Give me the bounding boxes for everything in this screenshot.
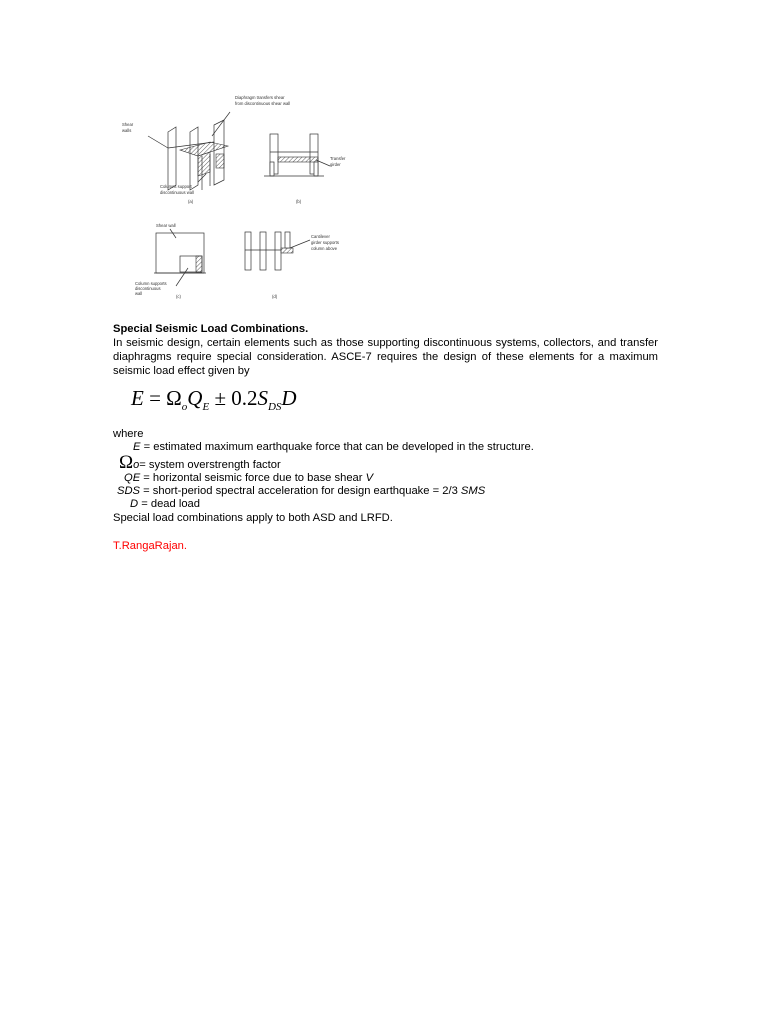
diagram-a [122,95,290,204]
structural-diagram-figure [110,90,372,305]
label-cantilever-3: column above [311,246,338,251]
label-shear-walls-1: Shear [122,122,134,127]
def-d-symbol: D [130,498,139,511]
closing-sentence: Special load combinations apply to both ASD and LRFD. [113,512,393,525]
label-transfer-girder-1: Transfer [330,156,346,161]
def-qe-symbol: QE [124,472,141,485]
def-qe [113,472,658,485]
label-sub-a: (a) [188,199,194,204]
def-omega [113,452,658,474]
label-column-supports-3: wall [135,291,143,296]
eq-d: D [281,386,297,410]
def-omega-text: = system overstrength factor [139,459,281,472]
label-transfer-girder-2: girder [330,162,341,167]
def-omega-symbol: Ω [119,452,134,474]
label-sub-c: (c) [176,294,181,299]
label-sub-b: (b) [296,199,302,204]
label-column-supports-1: Column supports [135,281,167,286]
author-signature: T.RangaRajan. [113,540,188,553]
label-sub-d: (d) [272,294,278,299]
intro-paragraph: In seismic design, certain elements such as those supporting discontinuous systems, collectors, and transfer diaphragms require special consideration. ASCE-7 requires the design of these elements for a maximum seismic load effect given by [113,337,658,377]
def-e-symbol: E [133,441,141,454]
label-diaphragm-2: from discontinuous shear wall [235,101,291,106]
diagram-c [135,223,206,299]
eq-s-sub: DS [267,401,282,414]
label-cantilever-2: girder supports [311,240,339,245]
document-body [113,322,658,553]
def-d-text: = dead load [138,498,200,511]
def-omega-sub: o [133,459,140,472]
def-e-text: = estimated maximum earthquake force that can be developed in the structure. [140,441,534,454]
def-qe-v: V [365,472,374,485]
eq-equals: = [143,386,167,410]
def-sds [113,485,658,498]
def-sds-text: = short-period spectral acceleration for design earthquake = 2/3 [140,485,461,498]
eq-pm: ± 0.2 [209,386,258,410]
def-e [113,441,658,454]
eq-s: S [257,386,268,410]
label-shear-walls-2: walls [122,128,132,133]
label-column-supports-2: discontinuous [135,286,161,291]
def-qe-text: = horizontal seismic force due to base shear [140,472,366,485]
structural-diagram-svg [110,90,372,305]
eq-omega: Ω [166,386,182,410]
def-d [113,498,658,511]
diagram-b [264,134,346,204]
eq-q-sub: E [202,401,210,414]
eq-q: Q [187,386,203,410]
max-seismic-load-equation [131,384,658,421]
section-heading: Special Seismic Load Combinations. [113,323,309,335]
label-columns-support-1: Columns support [160,184,192,189]
diagram-d [245,232,339,299]
eq-omega-sub: o [181,401,188,414]
label-shear-wall: Shear wall [156,223,176,228]
eq-lhs: E [131,386,144,410]
def-sds-sms: SMS [460,485,486,498]
def-sds-symbol: SDS [117,485,141,498]
where-label: where [113,428,144,441]
label-diaphragm-1: Diaphragm transfers shear [235,95,285,100]
label-columns-support-2: discontinuous wall [160,190,194,195]
label-cantilever-1: Cantilever [311,234,330,239]
